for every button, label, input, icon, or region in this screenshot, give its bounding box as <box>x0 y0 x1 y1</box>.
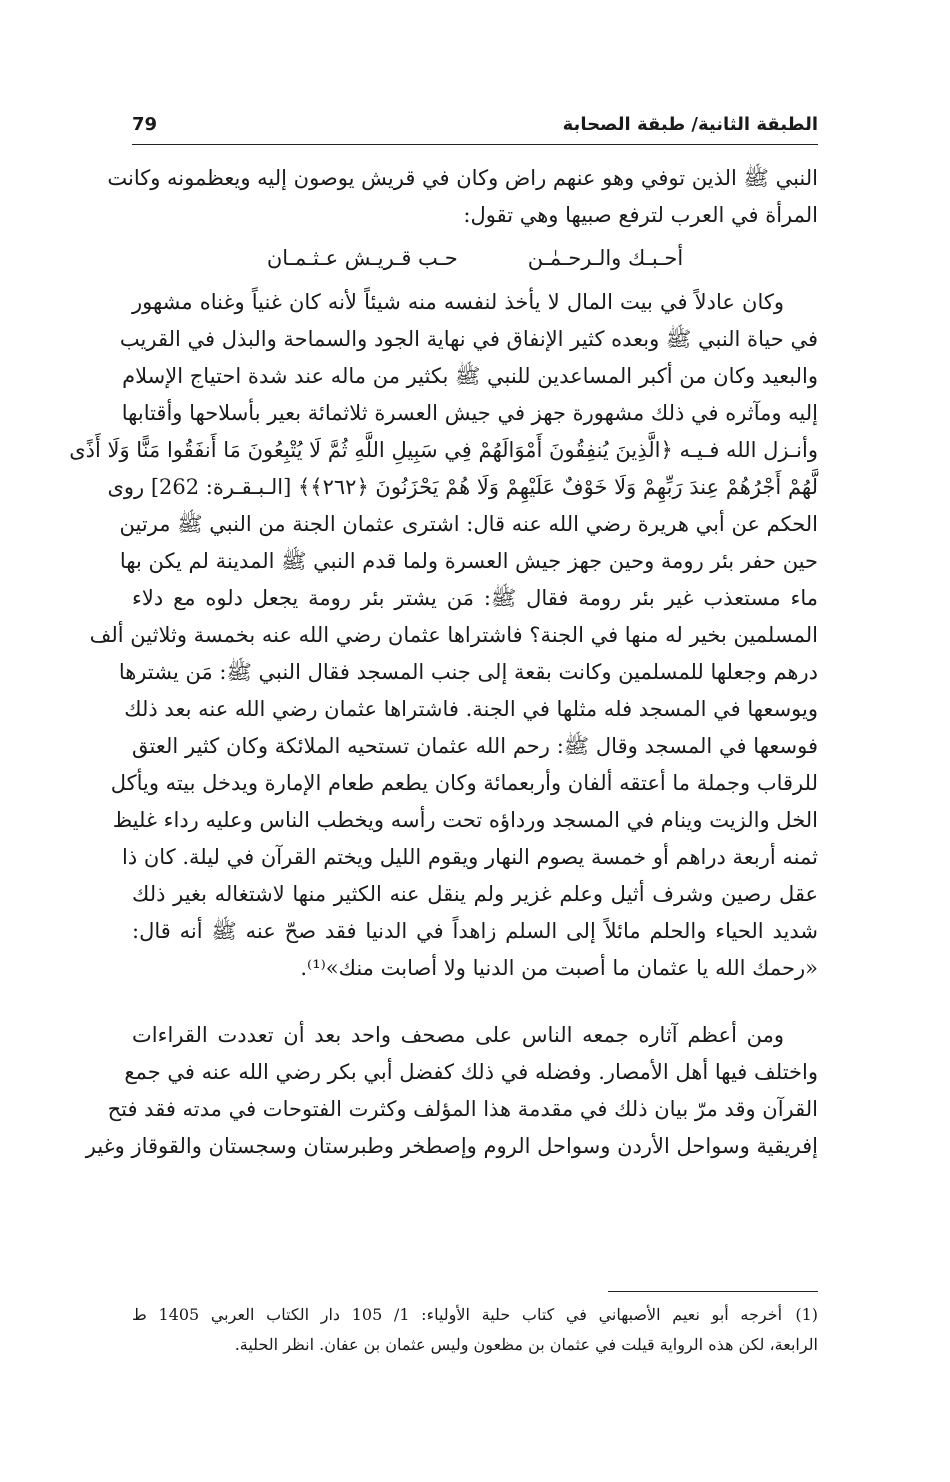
footnote-separator <box>608 1291 818 1292</box>
text-line: ماء مستعذب غير بئر رومة فقال ﷺ: مَن يشتر بئر رومة يجعل دلوه مع دلاء <box>132 586 818 610</box>
paragraph-3 <box>85 1017 818 1165</box>
text-line: شديد الحياء والحلم مائلاً إلى السلم زاهداً في الدنيا فقد صحّ عنه ﷺ أنه قال: <box>132 919 818 943</box>
text-line: درهم وجعلها للمسلمين وكانت بقعة إلى جنب المسجد فقال النبي ﷺ: مَن يشترها <box>118 660 818 684</box>
text-line: فوسعها في المسجد وقال ﷺ: رحم الله عثمان تستحيه الملائكة وكان كثير العتق <box>132 734 818 758</box>
poem-hemistich-1: أحـبـك والـرحـمٰـن <box>527 246 684 270</box>
quran-verse-line: لَّهُمْ أَجْرُهُمْ عِندَ رَبِّهِمْ وَلَا خَوْفٌ عَلَيْهِمْ وَلَا هُمْ يَحْزَنُونَ ﴿٢٦٢﴾﴾ [الـبـقـرة: 262] روى <box>107 475 818 499</box>
text-line: القرآن وقد مرّ بيان ذلك في مقدمة هذا المؤلف وكثرت الفتوحات في مدته فقد فتح <box>107 1097 818 1121</box>
page-number: 79 <box>132 114 158 135</box>
text-line: ثمنه أربعة دراهم أو خمسة يصوم النهار ويقوم الليل ويختم القرآن في ليلة. كان ذا <box>121 845 818 869</box>
footnote-marker: (1) <box>795 1305 819 1324</box>
page-header <box>132 108 818 145</box>
text-line: حين حفر بئر رومة وحين جهز جيش العسرة ولما قدم النبي ﷺ المدينة لم يكن بها <box>119 549 818 573</box>
poem-hemistich-2: حـب قـريـش عـثـمـان <box>266 246 458 270</box>
text-line: عقل رصين وشرف أثيل وعلم غزير ولم ينقل عنه الكثير منها لاشتغاله بغير ذلك <box>132 882 818 906</box>
text-line: ومن أعظم آثاره جمعه الناس على مصحف واحد بعد أن تعددت القراءات <box>132 1023 784 1047</box>
footnote-line <box>132 1300 818 1330</box>
text-line: والبعيد وكان من أكبر المساعدين للنبي ﷺ بكثير من ماله عند شدة احتياج الإسلام <box>122 364 818 388</box>
text-line: النبي ﷺ الذين توفي وهو عنهم راض وكان في قريش يوصون إليه ويعظمونه وكانت <box>107 166 818 190</box>
text-line: للرقاب وجملة ما أعتقه ألفان وأربعمائة وكان يطعم طعام الإمارة ويدخل بيته ويأكل <box>110 771 818 795</box>
quran-verse-line: وأنـزل الله فـيـه ﴿الَّذِينَ يُنفِقُونَ أَمْوَالَهُمْ فِي سَبِيلِ اللَّهِ ثُمَّ لَا يُتْبِعُونَ مَا أَنفَقُوا مَنًّا وَلَا أَذًى <box>69 438 818 462</box>
text-line: إفريقية وسواحل الأردن وسواحل الروم وإصطخر وطبرستان وسجستان والقوقاز وغير <box>85 1134 818 1158</box>
text-line: «رحمك الله يا عثمان ما أصبت من الدنيا ولا أصابت منك»⁽¹⁾. <box>300 956 818 980</box>
paragraph-2 <box>69 284 818 987</box>
text-line: المرأة في العرب لترفع صبيها وهي تقول: <box>463 203 818 227</box>
text-line: واختلف فيها أهل الأمصار. وفضله في ذلك كفضل أبي بكر رضي الله عنه في جمع <box>124 1060 818 1084</box>
paragraph-1 <box>107 160 818 234</box>
paragraph-spacer <box>132 987 818 1017</box>
text-line: إليه ومآثره في ذلك مشهورة جهز في جيش العسرة ثلاثمائة بعير بأسلاحها وأقتابها <box>121 401 818 425</box>
footnote-text: أخرجه أبو نعيم الأصبهاني في كتاب حلية الأولياء: 1/ 105 دار الكتاب العربي 1405 ط <box>132 1305 783 1324</box>
text-line: ويوسعها في المسجد فله مثلها في الجنة. فاشتراها عثمان رضي الله عنه بعد ذلك <box>124 697 818 721</box>
body-text <box>69 160 818 1165</box>
text-line: الخل والزيت وينام في المسجد ورداؤه تحت رأسه ويخطب الناس وعليه رداء غليظ <box>112 808 818 832</box>
text-line: في حياة النبي ﷺ وبعده كثير الإنفاق في نهاية الجود والسماحة والبذل في القريب <box>119 327 818 351</box>
footnote-line: الرابعة، لكن هذه الرواية قيلت في عثمان بن مظعون وليس عثمان بن عفان. انظر الحلية. <box>234 1335 818 1354</box>
text-line: المسلمين بخير له منها في الجنة؟ فاشتراها عثمان رضي الله عنه بخمسة وثلاثين ألف <box>89 623 818 647</box>
running-head: الطبقة الثانية/ طبقة الصحابة <box>562 114 818 135</box>
poem-verse <box>132 238 818 278</box>
footnotes <box>132 1300 818 1360</box>
text-line: وكان عادلاً في بيت المال لا يأخذ لنفسه منه شيئاً لأنه كان غنياً وغناه مشهور <box>132 290 784 314</box>
text-line: الحكم عن أبي هريرة رضي الله عنه قال: اشترى عثمان الجنة من النبي ﷺ مرتين <box>119 512 818 536</box>
